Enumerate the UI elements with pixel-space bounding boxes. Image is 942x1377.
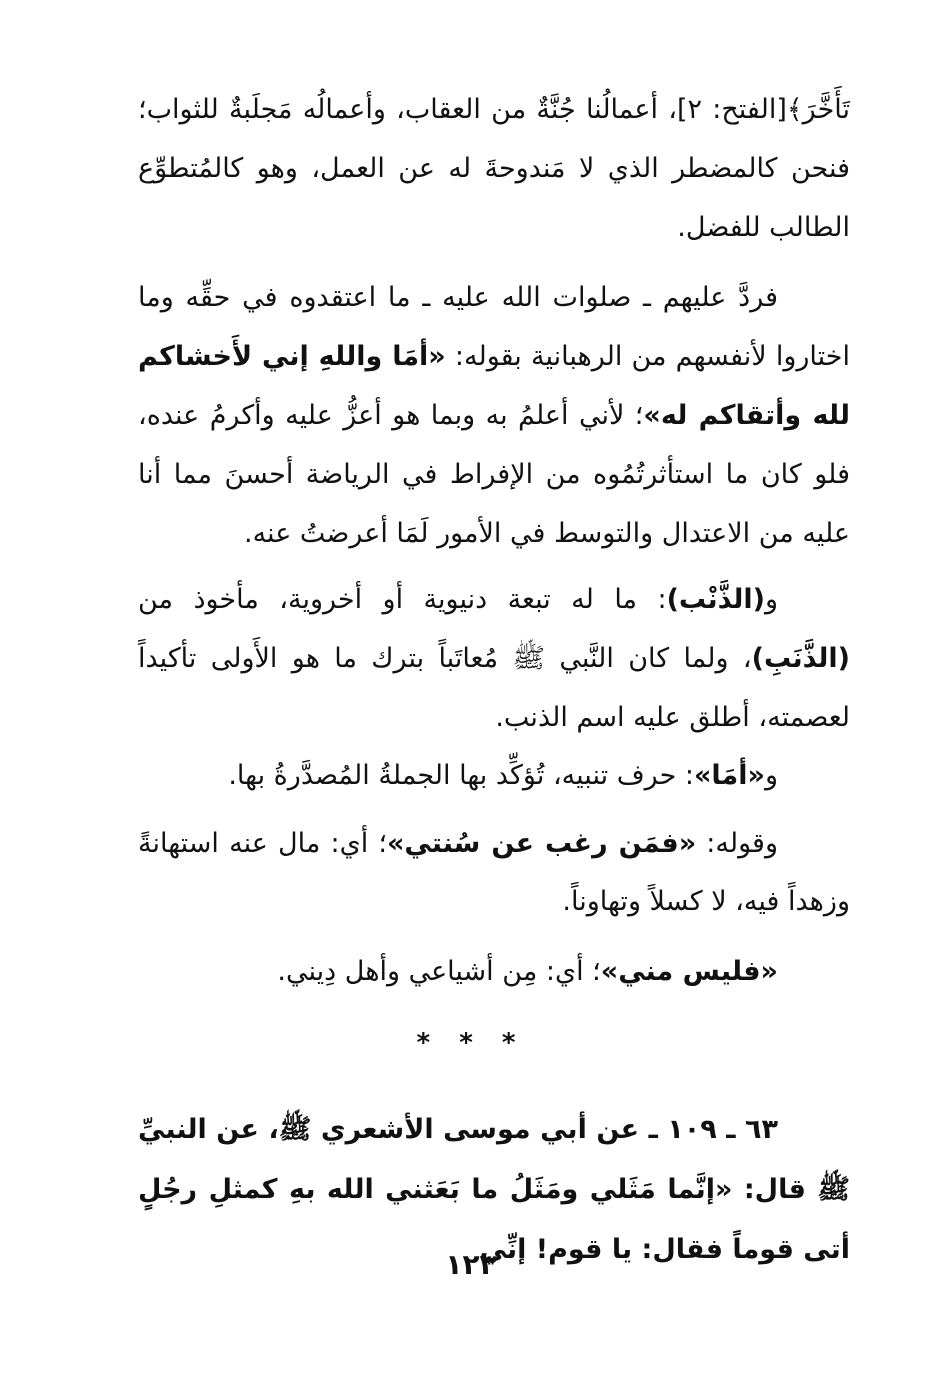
paragraph-text-after: ؛ أي: مِن أشياعي وأهل دِيني. [277,956,601,987]
paragraph-text-after: ، ولما كان النَّبي ﷺ مُعاتَباً بترك ما هو الأَولى تأكيداً لعصمته، أطلق عليه اسم الذنب. [138,643,850,733]
paragraph-body [138,268,850,563]
hadith-bold-text: ٦٣ ـ ١٠٩ ـ عن أبي موسى الأشعري ﷺ، عن النبيِّ ﷺ قال: «إنَّما مَثَلي ومَثَلُ ما بَعَثني الله بهِ كمثلِ رجُلٍ أتى قوماً فقال: يا قوم! إنِّي [138,1114,850,1265]
paragraph-continuation [138,80,850,257]
paragraph-text-before: فردَّ عليهم ـ صلوات الله عليه ـ ما اعتقدوه في حقِّه وما اختاروا لأنفسهم من الرهبانية بقوله: [138,282,850,372]
paragraph-body [138,815,850,931]
paragraph-prefix: و [764,760,778,791]
paragraph-not-of-me [138,942,850,1001]
paragraph-text-after: ؛ لأني أعلمُ به وبما هو أعزُّ عليه وأكرمُ عنده، فلو كان ما استأثرتُمُوه من الإفراط في الرياضة أحسنَ مما أنا عليه من الاعتدال والتوسط في الأمور لَمَا أعرضتُ عنه. [138,400,850,549]
paragraph-text: تَأَخَّرَ﴾[الفتح: ٢]، أعمالُنا جُنَّةٌ من العقاب، وأعمالُه مَجلَبةٌ للثواب؛ فنحن كالمضطر الذي لا مَندوحةَ له عن العمل، وهو كالمُتطوِّع الطالب للفضل. [138,94,850,243]
section-separator: * * * [416,1028,526,1058]
paragraph-text-after: ؛ أي: مال عنه استهانةً وزهداً فيه، لا كسلاً وتهاوناً. [138,828,850,917]
paragraph-definition-ama [138,750,850,802]
paragraph-prefix: و [764,584,778,615]
term-ama: «أمَا» [693,760,765,791]
term-tail: (الذَّنَبِ) [751,643,850,674]
term-sin: (الذَّنْب) [666,584,765,615]
paragraph-body [138,750,850,802]
hadith-quote: «فليس مني» [600,956,778,987]
page-number: ١٢٣ [445,1248,497,1281]
paragraph-body [138,570,850,747]
hadith-quote: «فمَن رغب عن سُنتي» [386,828,697,859]
paragraph-definition-sin [138,570,850,747]
paragraph-middle: : ما له تبعة دنيوية أو أخروية، مأخوذ من [138,584,667,615]
paragraph-sunnah [138,815,850,931]
hadith-quote: «أمَا واللهِ إني لأَخشاكم لله وأتقاكم له» [138,341,850,431]
paragraph-text-before: وقوله: [696,828,779,859]
paragraph-response [138,268,850,563]
paragraph-text-after: : حرف تنبيه، تُؤكِّد بها الجملةُ المُصدَّرةُ بها. [228,760,694,791]
paragraph-body [138,942,850,1001]
